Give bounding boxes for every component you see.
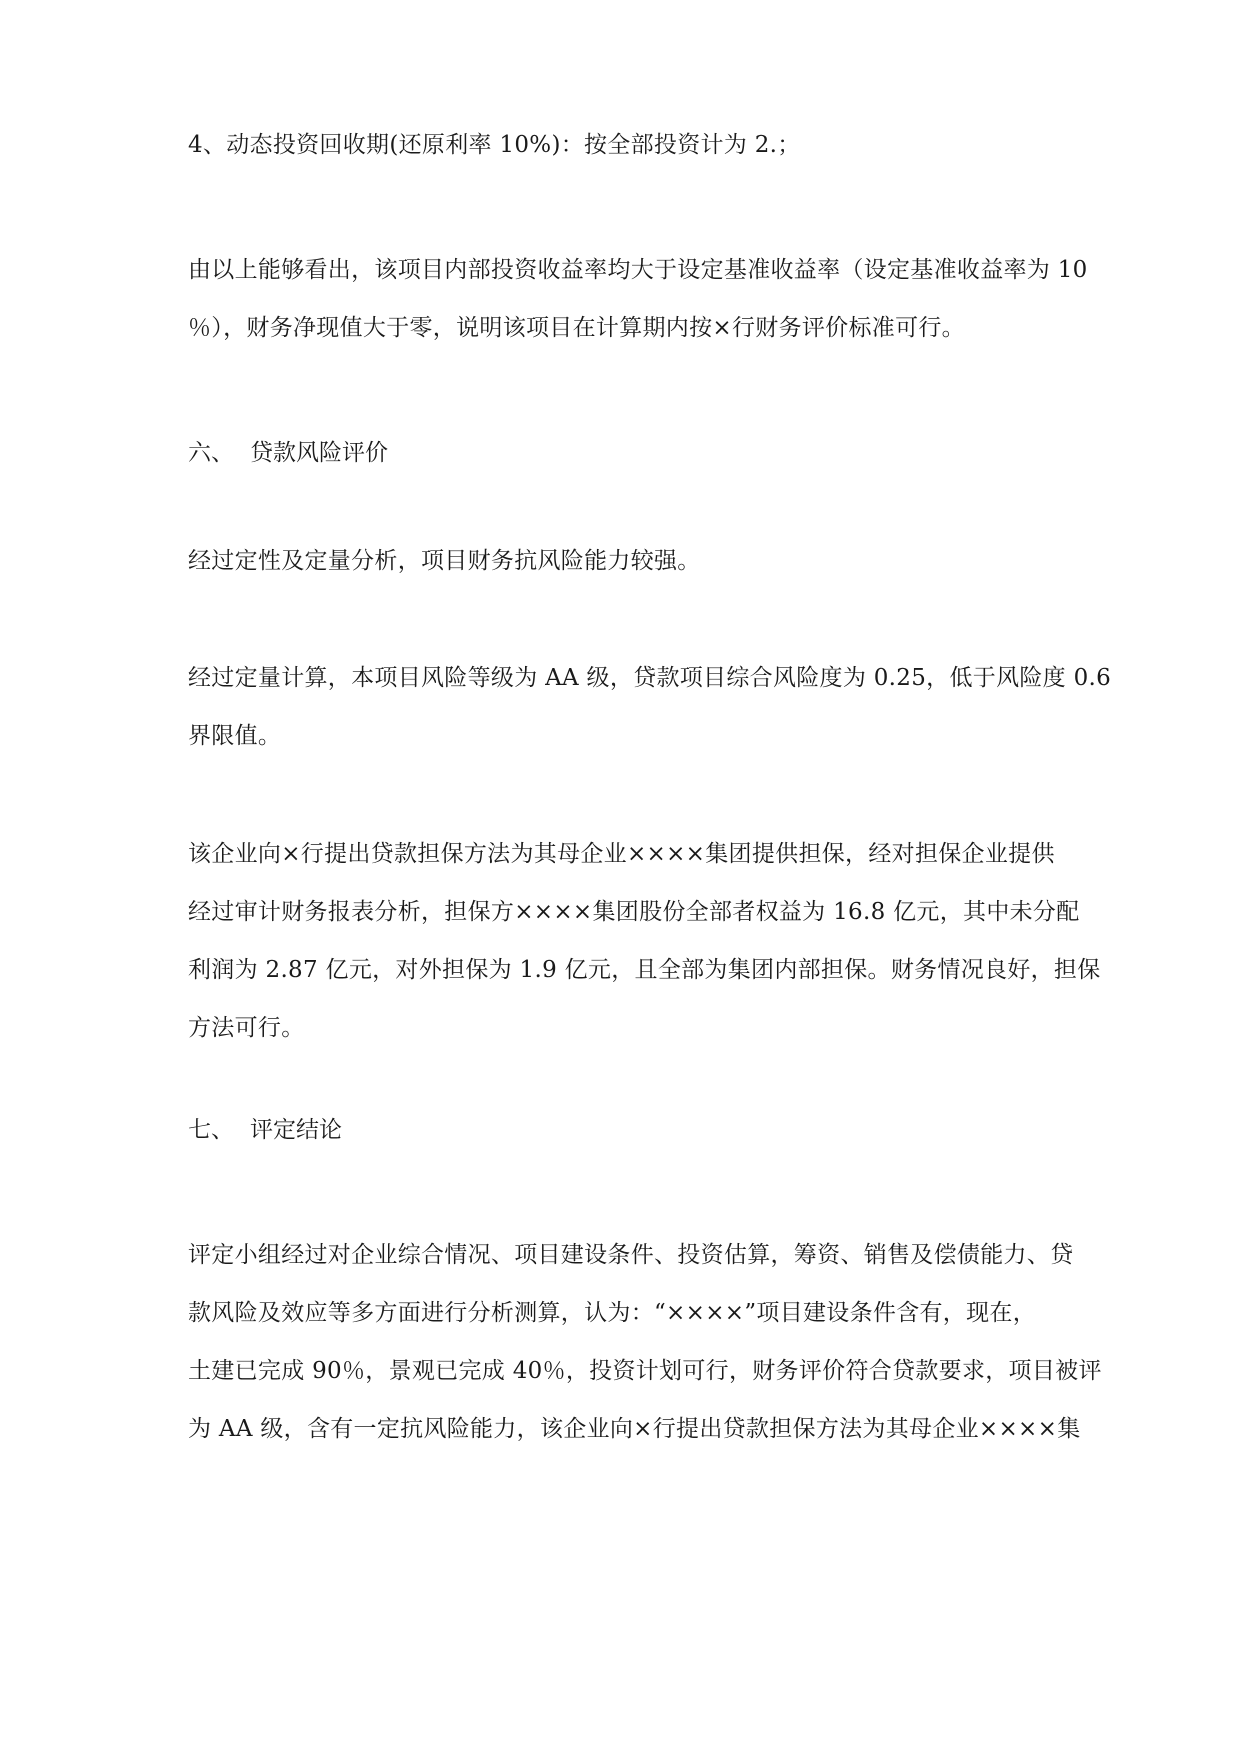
text-line: 经过定性及定量分析，项目财务抗风险能力较强。 (188, 548, 701, 574)
section-number: 六、 (188, 440, 234, 466)
text-line: 界限值。 (188, 723, 282, 749)
text-line: ％），财务净现值大于零，说明该项目在计算期内按×行财务评价标准可行。 (188, 315, 965, 341)
text-line: 利润为 2.87 亿元，对外担保为 1.9 亿元，且全部为集团内部担保。财务情况良好，担保 (188, 957, 1101, 983)
text-line: 4、动态投资回收期(还原利率 10%)：按全部投资计为 2.； (188, 132, 801, 158)
paragraph-risk-quantitative (188, 649, 1140, 765)
section-title: 评定结论 (250, 1117, 342, 1143)
paragraph-risk-qualitative (188, 532, 1140, 590)
text-line: 该企业向×行提出贷款担保方法为其母企业××××集团提供担保，经对担保企业提供 (188, 841, 1055, 867)
text-line: 由以上能够看出，该项目内部投资收益率均大于设定基准收益率（设定基准收益率为 10 (188, 257, 1088, 283)
text-line: 款风险及效应等多方面进行分析测算，认为：“××××”项目建设条件含有，现在， (188, 1300, 1037, 1326)
text-line: 为 AA 级，含有一定抗风险能力，该企业向×行提出贷款担保方法为其母企业××××集 (188, 1416, 1081, 1442)
section-title: 贷款风险评价 (250, 440, 388, 466)
section-number: 七、 (188, 1117, 234, 1143)
text-line: 方法可行。 (188, 1015, 305, 1041)
text-line: 土建已完成 90％，景观已完成 40％，投资计划可行，财务评价符合贷款要求，项目被评 (188, 1358, 1102, 1384)
text-line: 评定小组经过对企业综合情况、项目建设条件、投资估算，筹资、销售及偿债能力、贷 (188, 1242, 1074, 1268)
text-line: 经过审计财务报表分析，担保方××××集团股份全部者权益为 16.8 亿元，其中未分配 (188, 899, 1080, 925)
section-heading-loan-risk (188, 424, 388, 482)
paragraph-payback-period (188, 116, 1140, 174)
paragraph-guarantee (188, 825, 1140, 1057)
section-heading-conclusion (188, 1101, 342, 1159)
paragraph-conclusion (188, 1226, 1140, 1458)
text-line: 经过定量计算，本项目风险等级为 AA 级，贷款项目综合风险度为 0.25，低于风险度 0.6 (188, 665, 1112, 691)
paragraph-irr-summary (188, 241, 1140, 357)
